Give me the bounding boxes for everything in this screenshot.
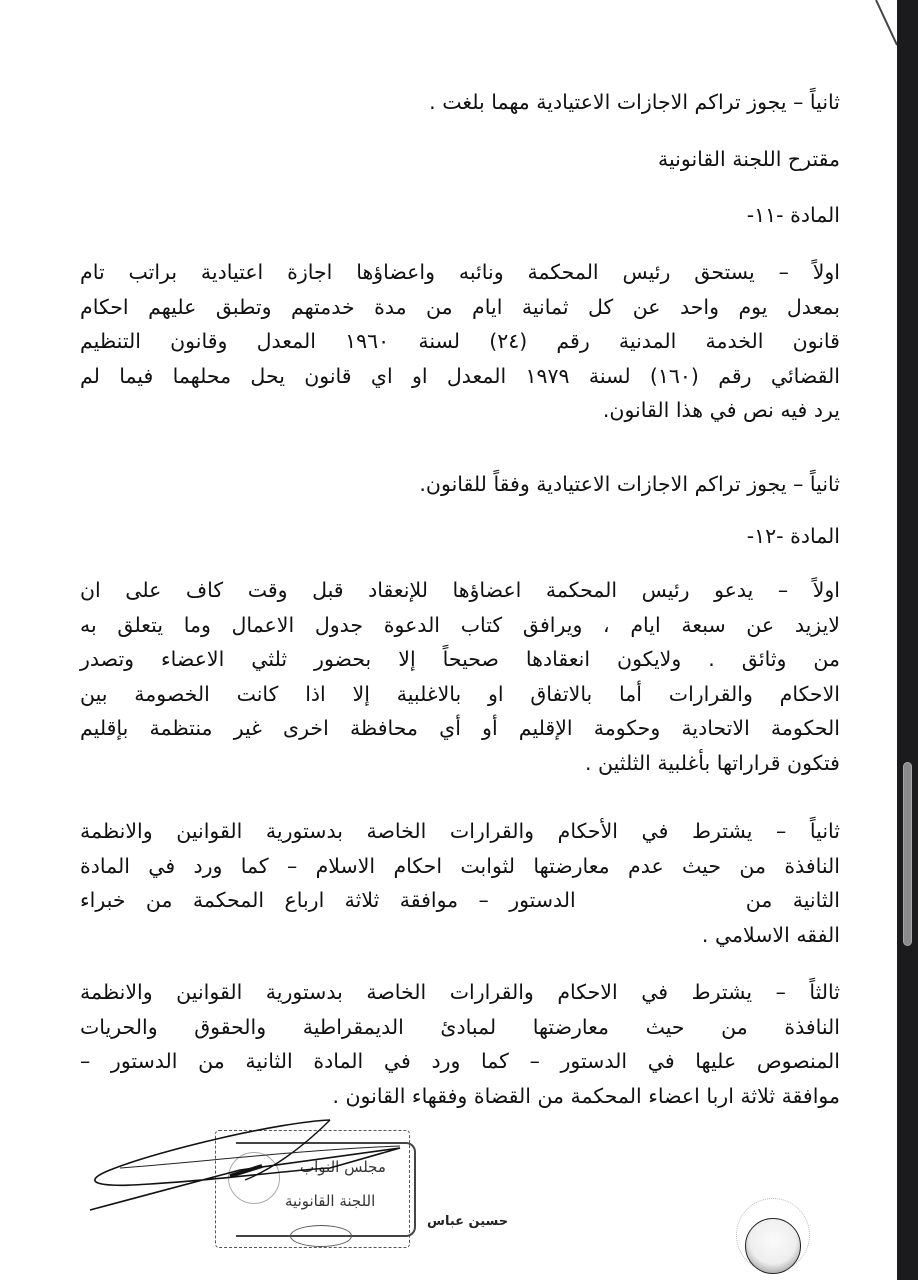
vertical-scrollbar[interactable] bbox=[903, 762, 912, 946]
text-line: اولاً – يدعو رئيس المحكمة اعضاؤها للإنعقاد قبل وقت كاف على ان bbox=[80, 578, 840, 602]
text-line bbox=[80, 883, 840, 918]
text-line: موافقة ثلاثة اربا اعضاء المحكمة من القضاة وفقهاء القانون . bbox=[332, 1083, 840, 1108]
article-12-second-clause bbox=[80, 814, 840, 952]
text-line: ثالثاً – يشترط في الاحكام والقرارات الخاصة بدستورية القوانين والانظمة bbox=[80, 980, 840, 1004]
text-line: الحكومة الاتحادية وحكومة الإقليم أو أي محافظة اخرى غير منتظمة بإقليم bbox=[80, 716, 840, 740]
text-line: القضائي رقم (١٦٠) لسنة ١٩٧٩ المعدل او اي قانون يحل محلهما فيما لم bbox=[80, 363, 840, 388]
text-line: من وثائق . ولايكون انعقادها صحيحاً إلا بحضور ثلثي الاعضاء وتصدر bbox=[80, 647, 840, 671]
stamp-line-2: اللجنة القانونية bbox=[285, 1192, 376, 1210]
text-fragment: الدستور – موافقة ثلاثة ارباع المحكمة من خبراء bbox=[80, 888, 576, 912]
committee-heading: مقترح اللجنة القانونية bbox=[658, 147, 840, 171]
text-line: فتكون قراراتها بأغلبية الثلثين . bbox=[584, 750, 840, 775]
round-seal-icon bbox=[745, 1218, 801, 1274]
text-line: النافذة من حيث معارضتها لمبادئ الديمقراطية والحقوق والحريات bbox=[80, 1014, 840, 1039]
article-12-first-clause bbox=[80, 573, 840, 780]
text-line: لايزيد عن سبعة ايام ، ويرافق كتاب الدعوة جدول الاعمال وما يتعلق به bbox=[80, 612, 840, 637]
article-12-title: المادة -١٢- bbox=[746, 524, 840, 548]
article-11-title: المادة -١١- bbox=[746, 203, 840, 227]
text-line: قانون الخدمة المدنية رقم (٢٤) لسنة ١٩٦٠ المعدل وقانون التنظيم bbox=[80, 329, 840, 353]
text-line: اولاً – يستحق رئيس المحكمة ونائبه واعضاؤها اجازة اعتيادية براتب تام bbox=[80, 260, 840, 284]
text-line: بمعدل يوم واحد عن كل ثمانية ايام من مدة خدمتهم وتطبق عليهم احكام bbox=[80, 294, 840, 319]
top-clause: ثانياً – يجوز تراكم الاجازات الاعتيادية مهما بلغت . bbox=[429, 90, 840, 114]
text-fragment: الثانية من bbox=[745, 888, 840, 912]
article-11-second-clause: ثانياً – يجوز تراكم الاجازات الاعتيادية وفقاً للقانون. bbox=[419, 472, 840, 496]
signer-name: حسين عباس bbox=[427, 1214, 509, 1229]
stamp-line-1: مجلس النواب bbox=[300, 1158, 386, 1176]
text-line: المنصوص عليها في الدستور – كما ورد في المادة الثانية من الدستور – bbox=[80, 1049, 840, 1073]
text-line: يرد فيه نص في هذا القانون. bbox=[602, 398, 840, 422]
text-line: الفقه الاسلامي . bbox=[701, 922, 840, 947]
text-line: الاحكام والقرارات أما بالاتفاق او بالاغلبية إلا اذا كانت الخصومة بين bbox=[80, 681, 840, 706]
text-line: ثانياً – يشترط في الأحكام والقرارات الخاصة بدستورية القوانين والانظمة bbox=[80, 819, 840, 843]
page-edge-mark bbox=[0, 0, 897, 60]
article-11-first-clause bbox=[80, 255, 840, 428]
text-line: النافذة من حيث عدم معارضتها لثوابت احكام الاسلام – كما ورد في المادة bbox=[80, 853, 840, 878]
